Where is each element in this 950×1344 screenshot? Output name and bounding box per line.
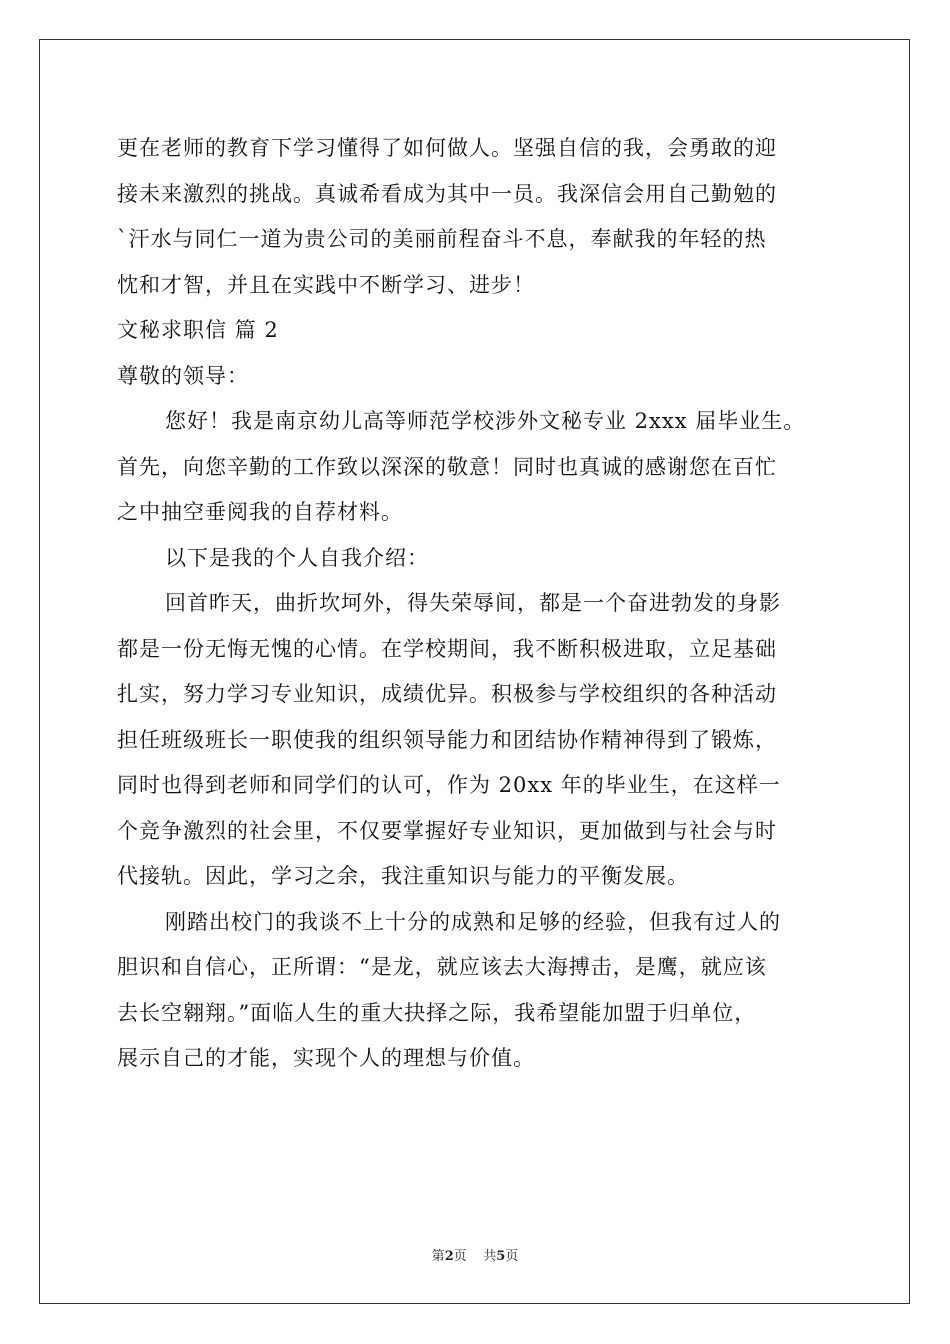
page-footer [0, 1245, 950, 1264]
text-line: 更在老师的教育下学习懂得了如何做人。坚强自信的我，会勇敢的迎 [117, 136, 777, 160]
text-line: 您好！我是南京幼儿高等师范学校涉外文秘专业 2xxx 届毕业生。 [165, 409, 806, 433]
page-current: 2 [444, 1249, 454, 1264]
text-line: 刚踏出校门的我谈不上十分的成熟和足够的经验，但我有过人的 [165, 909, 781, 934]
text-line: 都是一份无悔无愧的心情。在学校期间，我不断积极进取，立足基础 [117, 636, 777, 661]
page-total: 5 [496, 1249, 506, 1264]
section-heading: 文秘求职信 篇 2 [117, 318, 279, 342]
document-body [117, 126, 847, 1082]
text-line: 之中抽空垂阅我的自荐材料。 [117, 500, 403, 524]
text-line: 忱和才智，并且在实践中不断学习、进步！ [117, 272, 535, 297]
page-prefix: 第 [431, 1249, 445, 1264]
text-line: 担任班级班长一职使我的组织领导能力和团结协作精神得到了锻炼， [117, 727, 777, 752]
text-line: 扎实，努力学习专业知识，成绩优异。积极参与学校组织的各种活动 [117, 682, 777, 706]
text-line: `汗水与同仁一道为贵公司的美丽前程奋斗不息，奉献我的年轻的热 [117, 227, 767, 251]
text-line: 个竞争激烈的社会里，不仅要掌握好专业知识，更加做到与社会与时 [117, 818, 777, 843]
salutation: 尊敬的领导： [117, 363, 249, 388]
text-line: 代接轨。因此，学习之余，我注重知识与能力的平衡发展。 [117, 864, 689, 888]
text-line: 去长空翱翔。”面临人生的重大抉择之际，我希望能加盟于归单位， [117, 1000, 757, 1025]
text-line: 接未来激烈的挑战。真诚希看成为其中一员。我深信会用自己勤勉的 [117, 181, 777, 206]
page-suffix: 页 [505, 1249, 519, 1264]
text-line: 回首昨天，曲折坎坷外，得失荣辱间，都是一个奋进勃发的身影 [165, 591, 781, 615]
page-mid: 页 共 [453, 1249, 497, 1264]
text-line: 以下是我的个人自我介绍： [165, 545, 429, 570]
text-line: 胆识和自信心，正所谓：“是龙，就应该去大海搏击，是鹰，就应该 [117, 955, 767, 979]
text-line: 同时也得到老师和同学们的认可，作为 20xx 年的毕业生，在这样一 [117, 773, 781, 797]
text-line: 展示自己的才能，实现个人的理想与价值。 [117, 1046, 535, 1070]
text-line: 首先，向您辛勤的工作致以深深的敬意！同时也真诚的感谢您在百忙 [117, 454, 777, 479]
